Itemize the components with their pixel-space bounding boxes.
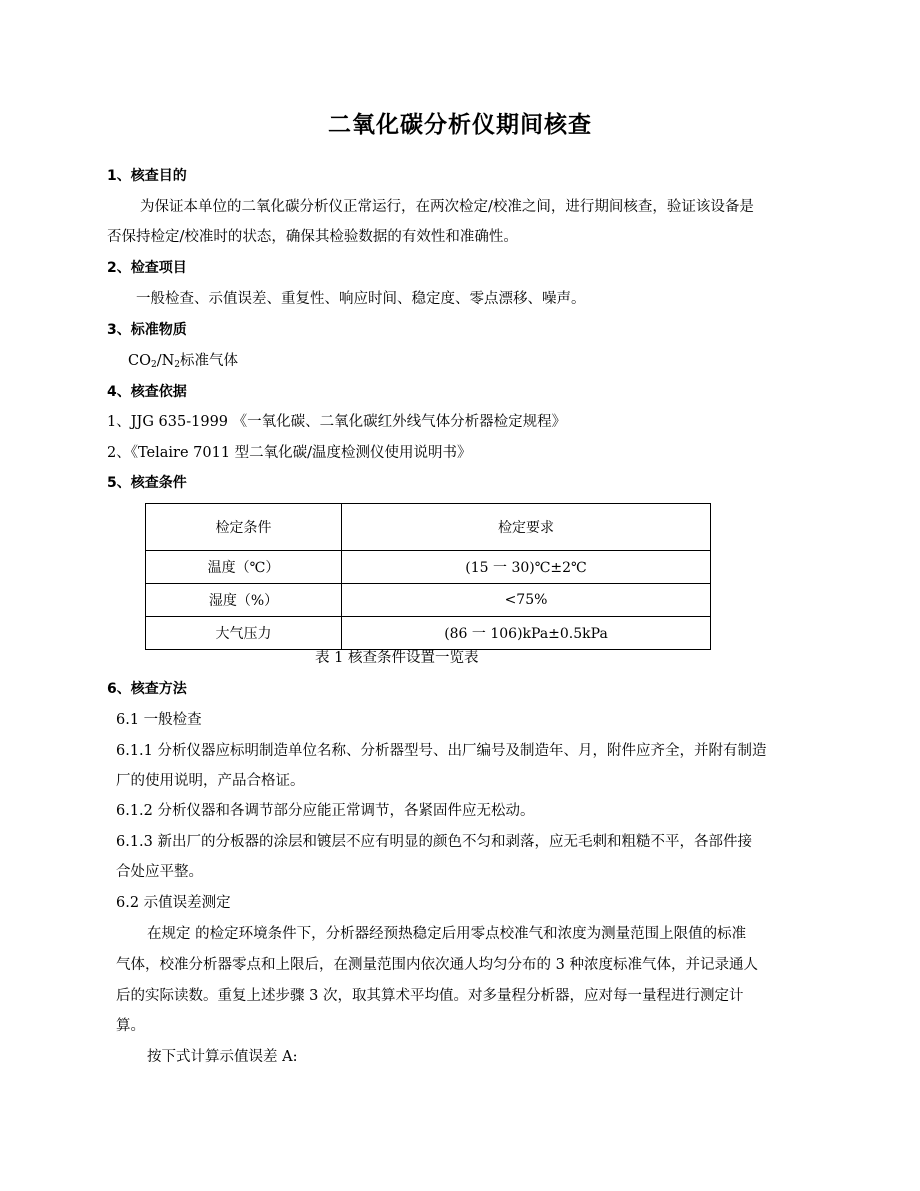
section-5-heading: 5、核查条件 xyxy=(107,475,187,491)
table-cell: 大气压力 xyxy=(146,617,342,650)
item-6-1-3-line-2: 合处应平整。 xyxy=(116,864,203,880)
item-6-1-2: 6.1.2 分析仪器和各调节部分应能正常调节，各紧固件应无松动。 xyxy=(116,803,535,819)
co-formula: CO xyxy=(128,353,151,369)
table-row xyxy=(146,617,711,650)
table-cell: (86 一 106)kPa±0.5kPa xyxy=(342,617,711,650)
subsection-6-2: 6.2 示值误差测定 xyxy=(116,895,231,911)
section-2-heading: 2、检查项目 xyxy=(107,260,187,276)
item-6-1-1-line-2: 厂的使用说明，产品合格证。 xyxy=(116,773,305,789)
section-4-heading: 4、核查依据 xyxy=(107,384,187,400)
paragraph-6-2-line-2: 气体，校准分析器零点和上限后，在测量范围内依次通人均匀分布的 3 种浓度标准气体，并记录通人 xyxy=(116,957,758,973)
table-caption: 表 1 核查条件设置一览表 xyxy=(315,650,479,666)
section-1-paragraph-line-2: 否保持检定/校准时的状态，确保其检验数据的有效性和准确性。 xyxy=(107,229,518,245)
section-3-heading: 3、标准物质 xyxy=(107,322,187,338)
conditions-table xyxy=(145,503,711,650)
table-header-cell: 检定要求 xyxy=(342,504,711,551)
table-cell: (15 一 30)℃±2℃ xyxy=(342,551,711,584)
item-6-1-3-line-1: 6.1.3 新出厂的分板器的涂层和镀层不应有明显的颜色不匀和剥落，应无毛刺和粗糙不平，各部件接 xyxy=(116,834,752,850)
standard-gas-text xyxy=(128,351,238,375)
reference-item-2: 2、《Telaire 7011 型二氧化碳/温度检测仪使用说明书》 xyxy=(107,445,472,461)
page-title: 二氧化碳分析仪期间核查 xyxy=(328,112,592,138)
subsection-6-1: 6.1 一般检查 xyxy=(116,712,202,728)
reference-item-1: 1、JJG 635-1999 《一氧化碳、二氧化碳红外线气体分析器检定规程》 xyxy=(107,414,567,430)
table-cell: <75% xyxy=(342,584,711,617)
subscript-2: 2 xyxy=(150,360,157,370)
section-1-heading: 1、核查目的 xyxy=(107,168,187,184)
item-6-1-1-line-1: 6.1.1 分析仪器应标明制造单位名称、分析器型号、出厂编号及制造年、月，附件应齐全，并附有制造 xyxy=(116,743,767,759)
table-cell: 温度（℃） xyxy=(146,551,342,584)
table-header-cell: 检定条件 xyxy=(146,504,342,551)
table-cell: 湿度（%） xyxy=(146,584,342,617)
table-header-row xyxy=(146,504,711,551)
table-row xyxy=(146,584,711,617)
formula-intro: 按下式计算示值误差 A: xyxy=(147,1049,298,1065)
paragraph-6-2-line-3: 后的实际读数。重复上述步骤 3 次，取其算术平均值。对多量程分析器，应对每一量程进行测定计 xyxy=(116,988,744,1004)
table-row xyxy=(146,551,711,584)
n-formula: /N xyxy=(156,353,175,369)
standard-gas-label: 标准气体 xyxy=(180,353,239,369)
section-1-paragraph-line-1: 为保证本单位的二氧化碳分析仪正常运行，在两次检定/校准之间，进行期间核查，验证该设备是 xyxy=(140,199,754,215)
section-6-heading: 6、核查方法 xyxy=(107,681,187,697)
subscript-2-n: 2 xyxy=(174,360,181,370)
paragraph-6-2-line-1: 在规定 的检定环境条件下，分析器经预热稳定后用零点校准气和浓度为测量范围上限值的标准 xyxy=(147,926,747,942)
section-2-paragraph: 一般检查、示值误差、重复性、响应时间、稳定度、零点漂移、噪声。 xyxy=(136,291,586,307)
paragraph-6-2-line-4: 算。 xyxy=(116,1018,145,1034)
